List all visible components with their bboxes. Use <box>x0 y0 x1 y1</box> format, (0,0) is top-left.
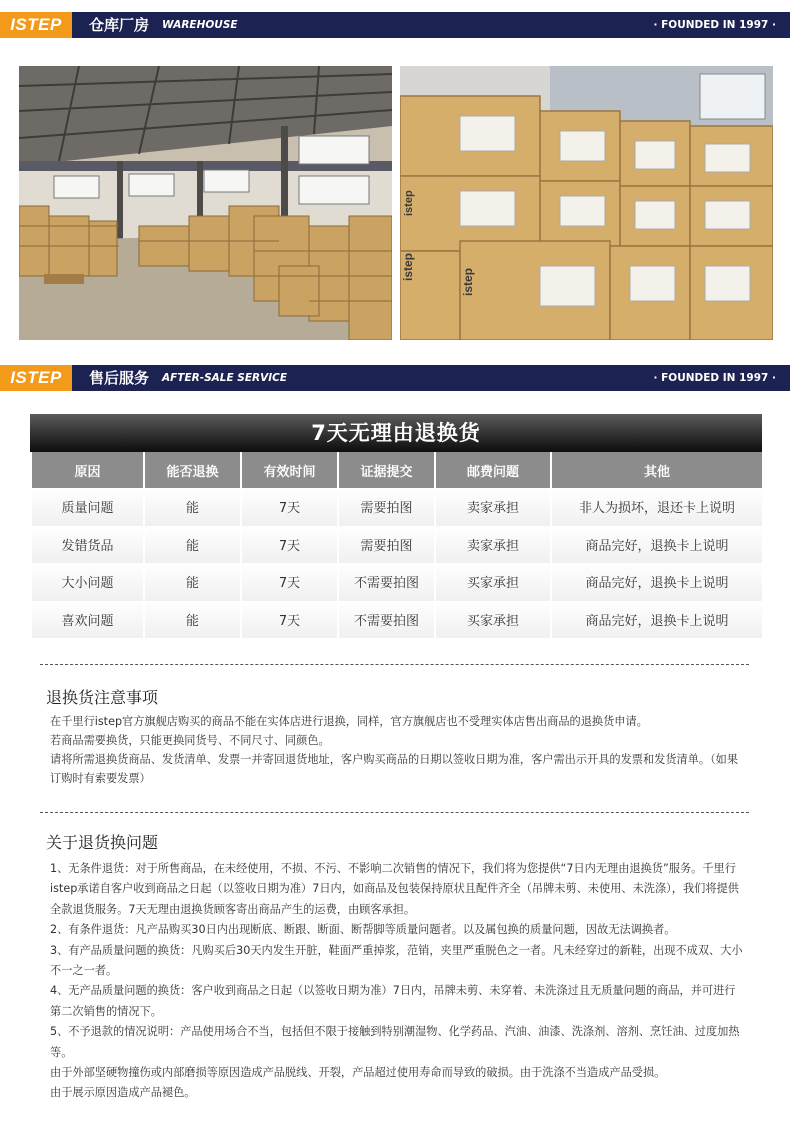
about-body <box>50 859 746 1104</box>
warehouse-interior-photo <box>19 66 392 340</box>
header-bar <box>72 12 790 38</box>
table-cell: 7天 <box>242 563 337 601</box>
table-cell: 商品完好，退换卡上说明 <box>552 526 762 564</box>
table-cell: 非人为损坏，退还卡上说明 <box>552 488 762 526</box>
founded-label: · FOUNDED IN 1997 · <box>653 372 776 384</box>
divider <box>40 664 749 665</box>
brand-logo: ISTEP <box>0 365 72 391</box>
table-cell: 7天 <box>242 601 337 639</box>
table-cell: 商品完好，退换卡上说明 <box>552 601 762 639</box>
column-header: 邮费问题 <box>436 452 550 488</box>
table-row <box>32 563 762 601</box>
table-cell: 质量问题 <box>32 488 143 526</box>
return-policy-table <box>30 452 764 638</box>
notice-line: 若商品需要换货，只能更换同货号、不同尺寸、同颜色。 <box>50 734 330 747</box>
table-cell: 需要拍图 <box>339 526 434 564</box>
table-cell: 能 <box>145 526 240 564</box>
aftersale-section-header <box>0 365 790 391</box>
about-line: 由于展示原因造成产品褪色。 <box>50 1086 196 1100</box>
table-cell: 大小问题 <box>32 563 143 601</box>
table-cell: 买家承担 <box>436 563 550 601</box>
column-header: 其他 <box>552 452 762 488</box>
box-stack-photo <box>400 66 773 340</box>
founded-label: · FOUNDED IN 1997 · <box>653 19 776 31</box>
notice-title: 退换货注意事项 <box>46 688 159 707</box>
column-header: 有效时间 <box>242 452 337 488</box>
table-row <box>32 488 762 526</box>
return-policy-banner: 7天无理由退换货 <box>30 414 762 452</box>
table-cell: 能 <box>145 601 240 639</box>
table-cell: 买家承担 <box>436 601 550 639</box>
about-line: 5、不予退款的情况说明：产品使用场合不当，包括但不限于接触到特别潮湿物、化学药品、汽油、油漆、洗涤剂、溶剂、烹饪油、过度加热等。 <box>50 1025 740 1059</box>
section-title-en: WAREHOUSE <box>162 19 238 31</box>
table-cell: 7天 <box>242 488 337 526</box>
box-label: istep <box>461 267 475 296</box>
table-cell: 不需要拍图 <box>339 563 434 601</box>
notice-line: 请将所需退换货商品、发货清单、发票一并寄回退货地址，客户购买商品的日期以签收日期为准，客户需出示开具的发票和发货清单。（如果订购时有索要发票） <box>50 753 739 785</box>
notice-body <box>50 712 746 788</box>
table-cell: 不需要拍图 <box>339 601 434 639</box>
table-cell: 7天 <box>242 526 337 564</box>
notice-line: 在千里行istep官方旗舰店购买的商品不能在实体店进行退换，同样，官方旗舰店也不受理实体店售出商品的退换货申请。 <box>50 715 648 728</box>
about-line: 3、有产品质量问题的换货：凡购买后30天内发生开脏，鞋面严重掉浆，范销，夹里严重脱色之一者。凡未经穿过的新鞋，出现不成双、大小不一之一者。 <box>50 943 743 978</box>
table-cell: 需要拍图 <box>339 488 434 526</box>
header-bar <box>72 365 790 391</box>
divider <box>40 812 749 813</box>
table-cell: 商品完好，退换卡上说明 <box>552 563 762 601</box>
column-header: 能否退换 <box>145 452 240 488</box>
about-line: 4、无产品质量问题的换货：客户收到商品之日起（以签收日期为准）7日内，吊牌未剪、未穿着、未洗涤过且无质量问题的商品，并可进行第二次销售的情况下。 <box>50 984 736 1018</box>
about-line: 由于外部坚硬物撞伤或内部磨损等原因造成产品脱线、开裂，产品超过使用寿命而导致的破损。由于洗涤不当造成产品受损。 <box>50 1066 666 1080</box>
table-cell: 喜欢问题 <box>32 601 143 639</box>
table-cell: 能 <box>145 488 240 526</box>
table-cell: 能 <box>145 563 240 601</box>
table-cell: 卖家承担 <box>436 526 550 564</box>
section-title-cn: 仓库厂房 <box>89 16 150 34</box>
column-header: 原因 <box>32 452 143 488</box>
table-row <box>32 526 762 564</box>
about-line: 1、无条件退货：对于所售商品，在未经使用，不损、不污、不影响二次销售的情况下，我们将为您提供“7日内无理由退换货”服务。千里行istep承诺自客户收到商品之日起（以签收日期为准）7日内，如商品及包装保持原状且配件齐全（吊牌未剪、未使用、未洗涤），我们将提供全款退货服务。7天无理由退换货顾客寄出商品产生的运费，由顾客承担。 <box>50 862 739 916</box>
section-title-en: AFTER-SALE SERVICE <box>162 372 288 384</box>
brand-logo: ISTEP <box>0 12 72 38</box>
warehouse-section-header <box>0 12 790 38</box>
section-title-cn: 售后服务 <box>89 369 150 387</box>
column-header: 证据提交 <box>339 452 434 488</box>
table-cell: 卖家承担 <box>436 488 550 526</box>
about-title: 关于退货换问题 <box>46 833 159 852</box>
table-row <box>32 601 762 639</box>
table-cell: 发错货品 <box>32 526 143 564</box>
box-label: istep <box>401 252 415 281</box>
about-line: 2、有条件退货：凡产品购买30日内出现断底、断跟、断面、断帮脚等质量问题者。以及属包换的质量问题，因故无法调换者。 <box>50 923 676 937</box>
table-header-row <box>32 452 762 488</box>
box-label: istep <box>403 190 415 216</box>
